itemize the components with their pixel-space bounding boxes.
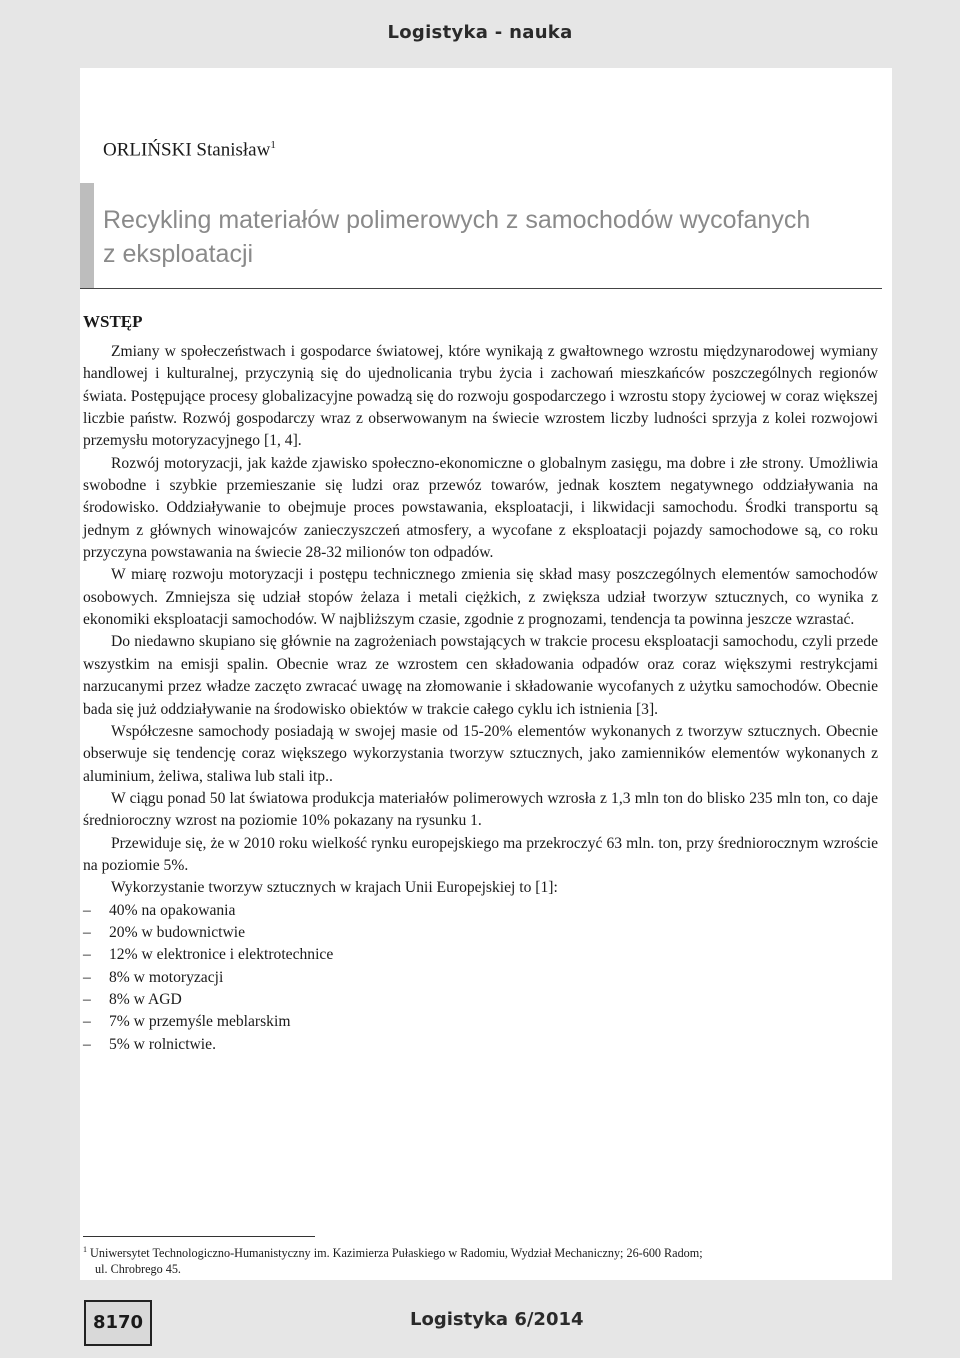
list-item: – 5% w rolnictwie.: [83, 1034, 878, 1056]
footnote: [83, 1242, 873, 1277]
article-title: [103, 203, 863, 271]
paragraph: Współczesne samochody posiadają w swojej masie od 15-20% elementów wykonanych z tworzyw sztucznych. Obecnie obserwuje się tendencję coraz większego wykorzystania tworzyw sztucznych, jako zamienników elementów wykonanych z aluminium, żeliwa, staliwa lub stali itp..: [83, 722, 878, 785]
list-item: – 7% w przemyśle meblarskim: [83, 1011, 878, 1033]
author-name: ORLIŃSKI Stanisław$^1$: [103, 139, 276, 161]
paragraph: Rozwój motoryzacji, jak każde zjawisko społeczno-ekonomiczne o globalnym zasięgu, ma dobre i złe strony. Umożliwia swobodne i szybkie przemieszanie się ludzi oraz przewóz towarów, jednak kosztem negatywnego oddziaływania na środowisko. Oddziaływanie to obejmuje proces powstawania, eksploatacji, i likwidacji samochodu. Środki transportu są jednym z głównych winowajców zanieczyszczeń atmosfery, a wycofane z eksploatacji pojazdy samochodowe są, co roku przyczyna powstawania na świecie 28-32 milionów ton odpadów.: [83, 454, 878, 562]
title-divider: [80, 288, 882, 289]
paragraph: Do niedawno skupiano się głównie na zagrożeniach powstających w trakcie procesu eksploatacji samochodu, czyli przede wszystkim na emisji spalin. Obecnie wraz ze wzrostem cen składowania odpadów oraz coraz większymi restrykcjami narzucanymi przez władze zaczęto zwracać uwagę na złomowanie i składowanie wycofanych z użytku samochodów. Obecnie bada się już oddziaływanie na środowisko obiektów w trakcie całego cyklu ich istnienia [3].: [83, 633, 878, 718]
section-heading: WSTĘP: [83, 312, 143, 331]
title-line-2: z eksploatacji: [103, 240, 254, 268]
footnote-ref: 1: [270, 139, 276, 151]
title-line-1: Recykling materiałów polimerowych z samochodów wycofanych: [103, 206, 811, 234]
paragraph: Zmiany w społeczeństwach i gospodarce światowej, które wynikają z gwałtownego wzrostu międzynarodowej wymiany handlowej i kulturalnej, przyczynią się do ujednolicania trybu życia i zachowań mieszkańców poszczególnych regionów świata. Postępujące procesy globalizacyjne powadzą się do rozwoju gospodarczego i wzrostu stopy życiowej w coraz większej liczbie państw. Rozwój gospodarczy wraz z obserwowanym na świecie wzrostem liczby ludności sprzyja z kolei rozwojowi przemysłu motoryzacyjnego [1, 4].: [83, 343, 878, 450]
paragraph: W ciągu ponad 50 lat światowa produkcja materiałów polimerowych wzrosła z 1,3 mln ton do blisko 235 mln ton, co daje średnioroczny wzrost na poziomie 10% pokazany na rysunku 1.: [83, 789, 878, 830]
footnote-line-2: ul. Chrobrego 45.: [95, 1262, 181, 1277]
footnote-mark: 1: [83, 1245, 87, 1254]
paragraph: Przewiduje się, że w 2010 roku wielkość rynku europejskiego ma przekroczyć 63 mln. ton, przy średniorocznym wzroście na poziomie 5%.: [83, 834, 878, 874]
list-item: – 8% w motoryzacji: [83, 967, 878, 989]
page-number: 8170: [84, 1300, 152, 1346]
footnote-divider: [83, 1236, 315, 1237]
plastics-usage-list: [83, 900, 878, 1056]
journal-issue: Logistyka 6/2014: [410, 1309, 584, 1330]
list-item: – 40% na opakowania: [83, 900, 878, 922]
article-body: [83, 341, 878, 1056]
paragraph: Wykorzystanie tworzyw sztucznych w krajach Unii Europejskiej to [1]:: [111, 879, 558, 897]
paragraph: W miarę rozwoju motoryzacji i postępu technicznego zmienia się skład masy poszczególnych elementów samochodów osobowych. Zmniejsza się udział stopów żelaza i metali ciężkich, z zwiększa udział tworzyw sztucznych, co wynika z ekonomiki eksploatacji samochodów. W najbliższym czasie, zgodnie z prognozami, tendencja ta powinna jeszcze wzrastać.: [83, 566, 878, 629]
list-item: – 8% w AGD: [83, 989, 878, 1011]
journal-section-header: Logistyka - nauka: [387, 22, 573, 43]
title-accent-bar: [80, 183, 94, 289]
footnote-line-1: $^1$ Uniwersytet Technologiczno-Humanistyczny im. Kazimierza Pułaskiego w Radomiu, Wydział Mechaniczny; 26-600 Radom;: [83, 1245, 703, 1261]
list-item: – 12% w elektronice i elektrotechnice: [83, 944, 878, 966]
list-item: – 20% w budownictwie: [83, 922, 878, 944]
